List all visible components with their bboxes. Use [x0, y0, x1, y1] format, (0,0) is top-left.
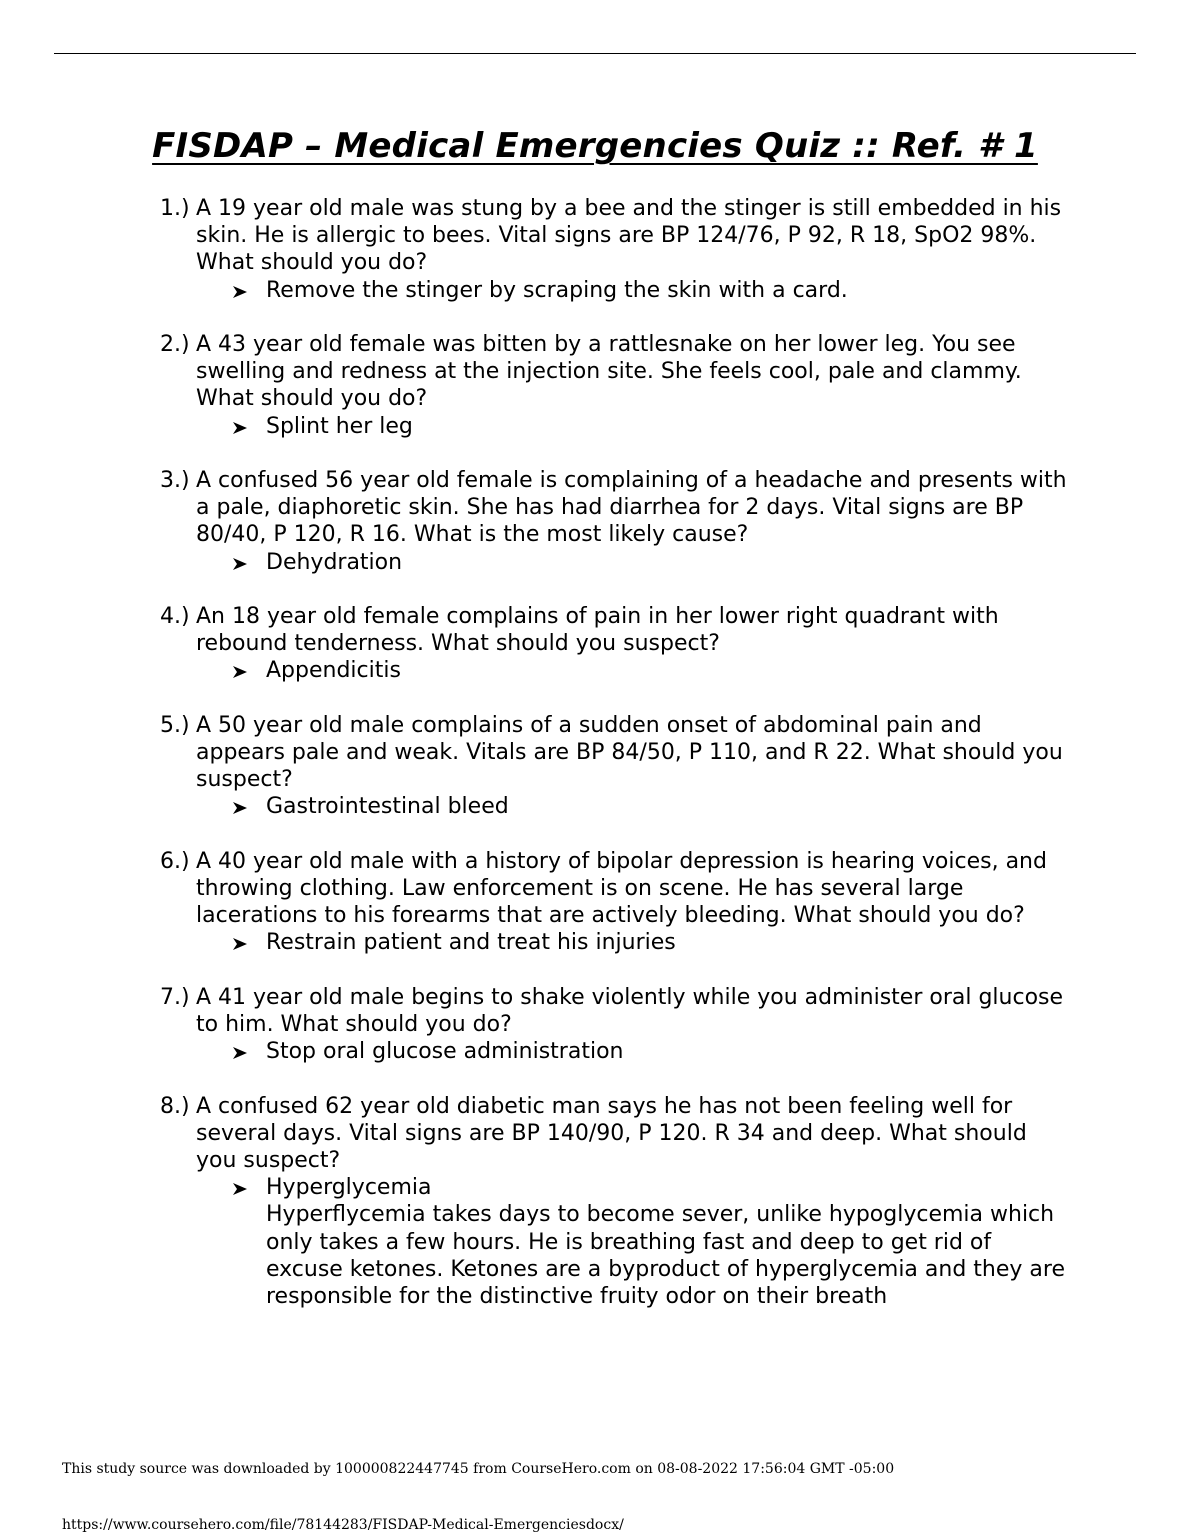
- answer-item: [232, 657, 1070, 684]
- arrow-bullet-icon: [232, 413, 248, 440]
- question-number: 6.): [160, 848, 190, 874]
- question-number: 8.): [160, 1093, 190, 1119]
- question-text: An 18 year old female complains of pain in her lower right quadrant with rebound tenderness. What should you suspect?: [196, 604, 999, 657]
- answer-item: [232, 549, 1070, 576]
- question-list: [160, 195, 1070, 1337]
- question-number: 7.): [160, 984, 190, 1010]
- question-item: [160, 984, 1070, 1066]
- answer-text: Gastrointestinal bleed: [266, 794, 509, 820]
- answer-item: [232, 1038, 1070, 1065]
- answer-item: [232, 277, 1070, 304]
- answer-item: [232, 413, 1070, 440]
- question-text: A confused 62 year old diabetic man says he has not been feeling well for several days. Vital signs are BP 140/90, P 120. R 34 and deep. What should you suspect?: [196, 1093, 1027, 1173]
- answer-text: Restrain patient and treat his injuries: [266, 930, 676, 956]
- question-number: 4.): [160, 604, 190, 629]
- answer-item: [232, 1174, 1070, 1310]
- download-notice: This study source was downloaded by 100000822447745 from CourseHero.com on 08-08-2022 17:56:04 GMT -05:00: [62, 1461, 895, 1477]
- page-title: FISDAP – Medical Emergencies Quiz :: Ref. # 1: [152, 126, 1038, 166]
- answer-item: [232, 793, 1070, 820]
- arrow-bullet-icon: [232, 549, 248, 576]
- answer-item: [232, 929, 1070, 956]
- arrow-bullet-icon: [232, 1038, 248, 1065]
- arrow-bullet-icon: [232, 1174, 248, 1201]
- arrow-bullet-icon: [232, 929, 248, 956]
- top-divider: [54, 53, 1136, 54]
- question-item: [160, 195, 1070, 304]
- question-item: [160, 848, 1070, 957]
- arrow-bullet-icon: [232, 277, 248, 304]
- source-url: https://www.coursehero.com/file/78144283/FISDAP-Medical-Emergenciesdocx/: [62, 1517, 624, 1533]
- question-number: 3.): [160, 468, 190, 493]
- answer-text: Appendicitis: [266, 658, 401, 684]
- answer-explanation: Hyperflycemia takes days to become sever, unlike hypoglycemia which only takes a few hours. He is breathing fast and deep to get rid of excuse ketones. Ketones are a byproduct of hyperglycemia and they are responsible for the distinctive fruity odor on their breath: [266, 1202, 1065, 1310]
- question-number: 2.): [160, 332, 190, 357]
- question-item: [160, 331, 1070, 440]
- question-text: A 50 year old male complains of a sudden onset of abdominal pain and appears pale and weak. Vitals are BP 84/50, P 110, and R 22. What should you suspect?: [196, 712, 1063, 793]
- answer-text: Splint her leg: [266, 413, 413, 439]
- question-item: [160, 467, 1070, 576]
- question-item: [160, 603, 1070, 685]
- question-text: A 41 year old male begins to shake violently while you administer oral glucose to him. What should you do?: [196, 984, 1064, 1037]
- question-number: 1.): [160, 196, 190, 221]
- question-number: 5.): [160, 712, 190, 738]
- answer-text: Stop oral glucose administration: [266, 1039, 624, 1065]
- question-text: A 19 year old male was stung by a bee and the stinger is still embedded in his skin. He is allergic to bees. Vital signs are BP 124/76, P 92, R 18, SpO2 98%. What should you do?: [196, 196, 1062, 276]
- question-item: [160, 1093, 1070, 1311]
- question-text: A 40 year old male with a history of bipolar depression is hearing voices, and throwing clothing. Law enforcement is on scene. He has several large lacerations to his forearms that are actively bleeding. What should you do?: [196, 848, 1047, 929]
- question-text: A confused 56 year old female is complaining of a headache and presents with a pale, diaphoretic skin. She has had diarrhea for 2 days. Vital signs are BP 80/40, P 120, R 16. What is the most likely cause?: [196, 468, 1067, 548]
- answer-text: Remove the stinger by scraping the skin with a card.: [266, 277, 848, 303]
- question-text: A 43 year old female was bitten by a rattlesnake on her lower leg. You see swelling and redness at the injection site. She feels cool, pale and clammy. What should you do?: [196, 332, 1022, 412]
- question-item: [160, 712, 1070, 821]
- arrow-bullet-icon: [232, 657, 248, 684]
- answer-text: Hyperglycemia: [266, 1175, 432, 1201]
- answer-text: Dehydration: [266, 549, 403, 575]
- arrow-bullet-icon: [232, 793, 248, 820]
